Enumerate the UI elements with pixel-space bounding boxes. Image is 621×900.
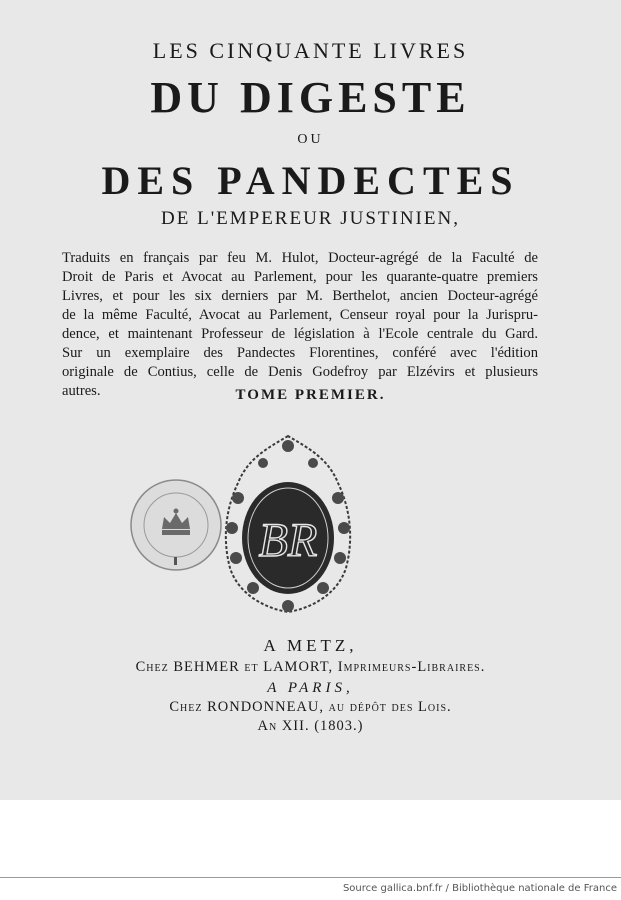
title-line-2: DU DIGESTE: [150, 73, 471, 122]
description-line: Traduits en français par feu M. Hulot, Docteur-agrégé de la Faculté de: [62, 250, 538, 266]
description-line: originale de Contius, celle de Denis Godefroy par Elzévirs et plusieurs: [62, 364, 538, 380]
imprint-date: An XII. (1803.): [257, 718, 364, 734]
title-line-1: LES CINQUANTE LIVRES: [152, 38, 469, 63]
imprint-city-1: A METZ,: [263, 636, 358, 655]
description-line: Droit de Paris et Avocat au Parlement, pour les quarante-quatre premiers: [62, 269, 538, 285]
description-line: Sur un exemplaire des Pandectes Florentines, conféré avec l'édition: [62, 345, 538, 361]
imprint-printer-1: Chez BEHMER et LAMORT, Imprimeurs-Libraires.: [135, 659, 486, 675]
monogram-emblem-icon: [208, 428, 368, 618]
imprint-printer-2: Chez RONDONNEAU, au dépôt des Lois.: [169, 699, 452, 715]
description-line: dence, et maintenant Professeur de législation à l'Ecole centrale du Gard.: [62, 326, 538, 342]
imprint-city-2: A PARIS,: [267, 680, 354, 696]
description-line: Livres, et pour les six derniers par M. Berthelot, ancien Docteur-agrégé: [62, 288, 538, 304]
monogram-text: BR: [258, 514, 318, 567]
volume-label: TOME PREMIER.: [235, 387, 386, 403]
title-line-3: OU: [297, 132, 324, 147]
title-line-5: DE L'EMPEREUR JUSTINIEN,: [161, 208, 460, 229]
footer-divider: [0, 877, 621, 878]
title-line-4: DES PANDECTES: [101, 158, 520, 203]
description-paragraph: [62, 249, 538, 401]
source-credit: Source gallica.bnf.fr / Bibliothèque nationale de France: [342, 883, 617, 894]
description-line: autres.: [62, 383, 101, 399]
description-line: de la même Faculté, Avocat au Parlement, Censeur royal pour la Jurispru-: [62, 307, 538, 323]
